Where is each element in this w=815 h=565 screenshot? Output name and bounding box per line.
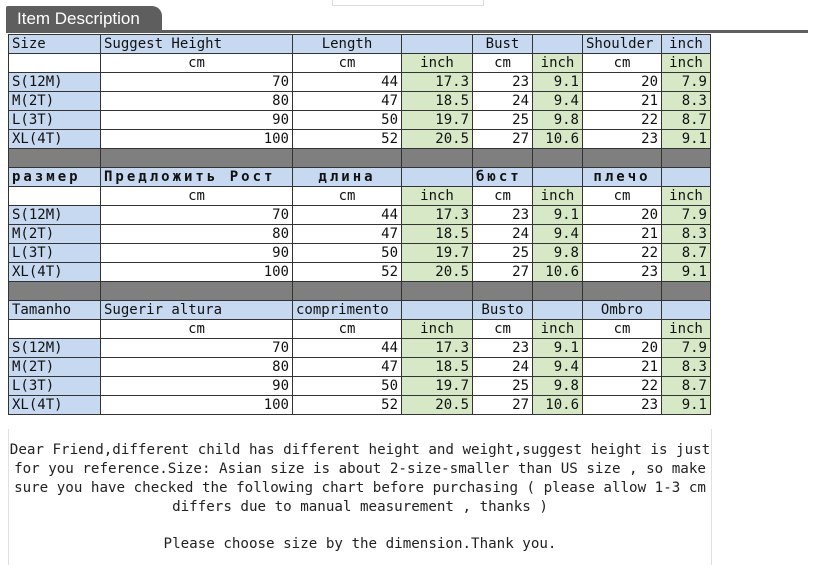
unit-cell: cm [101, 320, 293, 339]
header-cell-length: comprimento [293, 301, 402, 320]
header-cell-blank [402, 301, 473, 320]
table-row [9, 92, 711, 111]
value-cell: 52 [293, 130, 402, 149]
header-cell-bust: Busto [473, 301, 533, 320]
header-rule [6, 30, 808, 33]
value-cell: 90 [101, 244, 293, 263]
header-cell-blank [402, 35, 473, 54]
unit-cell [9, 187, 101, 206]
header-cell-height: Предложить Рост [101, 168, 293, 187]
unit-cell [9, 54, 101, 73]
header-cell-blank [533, 168, 583, 187]
header-cell-shoulder: плечо [583, 168, 662, 187]
value-cell: 25 [473, 244, 533, 263]
value-cell: 23 [473, 73, 533, 92]
header-cell-bust: Bust [473, 35, 533, 54]
inch-cell: 9.4 [533, 225, 583, 244]
header-cell-blank [662, 301, 711, 320]
value-cell: 22 [583, 377, 662, 396]
inch-cell: 17.3 [402, 73, 473, 92]
inch-cell: 9.8 [533, 377, 583, 396]
inch-cell: 8.3 [662, 92, 711, 111]
value-cell: 50 [293, 111, 402, 130]
inch-cell: 10.6 [533, 130, 583, 149]
size-cell: L(3T) [9, 244, 101, 263]
value-cell: 23 [583, 130, 662, 149]
unit-row [9, 320, 711, 339]
top-divider-box [332, 0, 484, 6]
value-cell: 27 [473, 396, 533, 415]
value-cell: 21 [583, 92, 662, 111]
value-cell: 80 [101, 92, 293, 111]
table-header-row [9, 35, 711, 54]
table-row [9, 377, 711, 396]
unit-cell: cm [473, 320, 533, 339]
value-cell: 52 [293, 263, 402, 282]
value-cell: 70 [101, 339, 293, 358]
value-cell: 27 [473, 263, 533, 282]
header-cell-size: размер [9, 168, 101, 187]
unit-cell: cm [583, 54, 662, 73]
table-row [9, 396, 711, 415]
value-cell: 44 [293, 73, 402, 92]
inch-cell: 9.1 [533, 339, 583, 358]
value-cell: 23 [583, 396, 662, 415]
size-cell: L(3T) [9, 377, 101, 396]
value-cell: 25 [473, 111, 533, 130]
value-cell: 100 [101, 130, 293, 149]
value-cell: 47 [293, 358, 402, 377]
value-cell: 24 [473, 92, 533, 111]
table-row [9, 244, 711, 263]
item-description-tab [6, 6, 162, 32]
value-cell: 24 [473, 225, 533, 244]
unit-cell: inch [662, 320, 711, 339]
table-header-row [9, 301, 711, 320]
header-cell-blank [533, 35, 583, 54]
size-cell: M(2T) [9, 358, 101, 377]
unit-cell: inch [402, 54, 473, 73]
value-cell: 100 [101, 396, 293, 415]
header-cell-size: Size [9, 35, 101, 54]
value-cell: 20 [583, 206, 662, 225]
unit-row [9, 54, 711, 73]
value-cell: 90 [101, 377, 293, 396]
header-cell-height: Sugerir altura [101, 301, 293, 320]
size-cell: S(12M) [9, 206, 101, 225]
size-cell: XL(4T) [9, 396, 101, 415]
unit-cell: cm [583, 320, 662, 339]
size-chart-table [8, 34, 711, 415]
value-cell: 50 [293, 377, 402, 396]
inch-cell: 19.7 [402, 377, 473, 396]
inch-cell: 9.1 [662, 263, 711, 282]
inch-cell: 8.3 [662, 225, 711, 244]
unit-cell: inch [402, 187, 473, 206]
value-cell: 47 [293, 225, 402, 244]
inch-cell: 8.7 [662, 244, 711, 263]
table-row [9, 111, 711, 130]
value-cell: 80 [101, 225, 293, 244]
unit-cell: cm [293, 187, 402, 206]
inch-cell: 20.5 [402, 130, 473, 149]
value-cell: 70 [101, 73, 293, 92]
unit-cell [9, 320, 101, 339]
size-cell: XL(4T) [9, 130, 101, 149]
header-cell-bust: бюст [473, 168, 533, 187]
inch-cell: 20.5 [402, 396, 473, 415]
unit-cell: cm [583, 187, 662, 206]
inch-cell: 8.3 [662, 358, 711, 377]
header-cell-inch: inch [662, 35, 711, 54]
unit-cell: cm [473, 187, 533, 206]
header-cell-blank [662, 168, 711, 187]
unit-cell: cm [473, 54, 533, 73]
unit-cell: inch [533, 187, 583, 206]
item-description-title: Item Description [17, 9, 140, 28]
table-row [9, 263, 711, 282]
value-cell: 25 [473, 377, 533, 396]
value-cell: 23 [473, 339, 533, 358]
size-cell: XL(4T) [9, 263, 101, 282]
inch-cell: 7.9 [662, 339, 711, 358]
unit-cell: inch [533, 320, 583, 339]
value-cell: 22 [583, 244, 662, 263]
inch-cell: 19.7 [402, 111, 473, 130]
value-cell: 20 [583, 73, 662, 92]
size-advice-paragraph: Dear Friend,different child has different height and weight,suggest height is just for you reference.Size: Asian size is about 2-size-smaller than US size , so make sure you have checked the following chart before purchasing ( please allow 1-3 cm differs due to manual measurement , thanks ) [9, 442, 711, 515]
value-cell: 23 [583, 263, 662, 282]
inch-cell: 8.7 [662, 111, 711, 130]
table-row [9, 73, 711, 92]
separator-row [9, 282, 711, 301]
header-cell-shoulder: Ombro [583, 301, 662, 320]
inch-cell: 7.9 [662, 206, 711, 225]
value-cell: 100 [101, 263, 293, 282]
header-cell-size: Tamanho [9, 301, 101, 320]
size-cell: M(2T) [9, 225, 101, 244]
unit-cell: inch [662, 187, 711, 206]
table-row [9, 225, 711, 244]
inch-cell: 9.1 [533, 206, 583, 225]
unit-cell: inch [402, 320, 473, 339]
header-cell-blank [402, 168, 473, 187]
header-cell-length: длина [293, 168, 402, 187]
value-cell: 70 [101, 206, 293, 225]
table-row [9, 339, 711, 358]
value-cell: 50 [293, 244, 402, 263]
unit-cell: cm [293, 54, 402, 73]
inch-cell: 9.1 [662, 396, 711, 415]
value-cell: 90 [101, 111, 293, 130]
inch-cell: 17.3 [402, 206, 473, 225]
value-cell: 44 [293, 206, 402, 225]
inch-cell: 9.4 [533, 92, 583, 111]
inch-cell: 17.3 [402, 339, 473, 358]
value-cell: 22 [583, 111, 662, 130]
table-row [9, 358, 711, 377]
size-cell: S(12M) [9, 339, 101, 358]
value-cell: 20 [583, 339, 662, 358]
unit-cell: inch [662, 54, 711, 73]
table-header-row [9, 168, 711, 187]
value-cell: 52 [293, 396, 402, 415]
inch-cell: 10.6 [533, 263, 583, 282]
value-cell: 24 [473, 358, 533, 377]
unit-cell: cm [293, 320, 402, 339]
unit-cell: inch [533, 54, 583, 73]
inch-cell: 7.9 [662, 73, 711, 92]
inch-cell: 9.1 [533, 73, 583, 92]
unit-cell: cm [101, 187, 293, 206]
value-cell: 47 [293, 92, 402, 111]
inch-cell: 9.4 [533, 358, 583, 377]
inch-cell: 19.7 [402, 244, 473, 263]
inch-cell: 9.8 [533, 111, 583, 130]
table-row [9, 130, 711, 149]
separator-row [9, 149, 711, 168]
size-cell: M(2T) [9, 92, 101, 111]
value-cell: 21 [583, 225, 662, 244]
value-cell: 21 [583, 358, 662, 377]
inch-cell: 18.5 [402, 225, 473, 244]
size-cell: L(3T) [9, 111, 101, 130]
unit-row [9, 187, 711, 206]
header-cell-shoulder: Shoulder [583, 35, 662, 54]
table-row [9, 206, 711, 225]
header-cell-height: Suggest Height [101, 35, 293, 54]
value-cell: 27 [473, 130, 533, 149]
size-cell: S(12M) [9, 73, 101, 92]
header-cell-blank [533, 301, 583, 320]
inch-cell: 9.1 [662, 130, 711, 149]
inch-cell: 20.5 [402, 263, 473, 282]
inch-cell: 8.7 [662, 377, 711, 396]
inch-cell: 9.8 [533, 244, 583, 263]
notes-panel [8, 429, 712, 565]
header-cell-length: Length [293, 35, 402, 54]
inch-cell: 18.5 [402, 358, 473, 377]
value-cell: 44 [293, 339, 402, 358]
inch-cell: 18.5 [402, 92, 473, 111]
unit-cell: cm [101, 54, 293, 73]
closing-note: Please choose size by the dimension.Thank you. [163, 536, 557, 552]
value-cell: 80 [101, 358, 293, 377]
value-cell: 23 [473, 206, 533, 225]
inch-cell: 10.6 [533, 396, 583, 415]
